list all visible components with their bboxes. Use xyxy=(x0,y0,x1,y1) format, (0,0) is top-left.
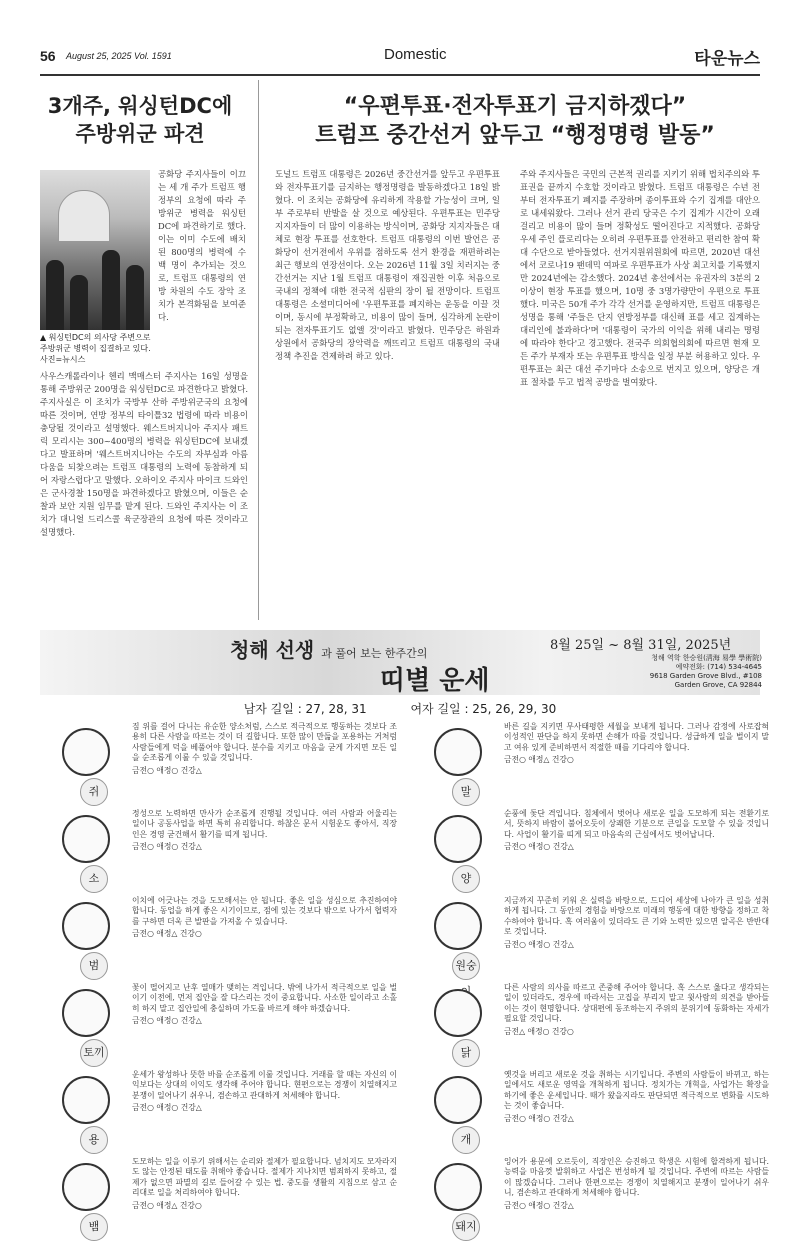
lucky-days xyxy=(40,700,760,717)
fortune-luck: 금전○ 애정○ 건강△ xyxy=(504,1113,574,1123)
fortune-banner xyxy=(40,630,760,695)
zodiac-icon xyxy=(412,1070,472,1148)
fortune-text: 정성으로 노력하면 만사가 순조롭게 진행될 것입니다. 여러 사람과 어울리는 일이나 공동사업을 하면 특히 유리합니다. 하찮은 문서 시험운도 좋아서, 직장인은 경영 굳건해서 활기를 띠게 됩니다. 금전○ 애정○ 건강△ xyxy=(132,809,397,852)
zodiac-name: 개 xyxy=(452,1126,480,1154)
page-header xyxy=(40,38,760,76)
zodiac-icon xyxy=(412,1157,477,1235)
zodiac-face-icon xyxy=(62,1163,110,1211)
left-article-col2: 사우스캐롤라이나 헨리 맥매스터 주지사는 16일 성명을 통해 주방위군 200명을 워싱턴DC로 파견한다고 밝혔다. 주지사실은 이 조치가 국방부 산하 주방위군국의 요청에 따른 것이며, 연방 정부의 타이틀32 법령에 따라 비용이 충당될 것이라고 설명했다. 웨스트버지니아 주지사 패트릭 모리시는 300~400명의 병력을 워싱턴DC에 보내겠다고 발표하며 '웨스트버지니아는 수도의 자부심과 아름다움을 되찾으려는 트럼프 대통령의 노력에 동참하게 되어 자랑스럽다'고 말했다. 오하이오 주지사 마이크 드와인은 군사경찰 150명을 파견하겠다고 밝혔으며, 이들은 순찰과 보안 지원 임무를 맡게 된다. 드와인 주지사는 이 조치가 대니얼 드리스콜 육군장관의 요청에 따른 것이라고 설명했다. xyxy=(40,371,248,537)
zodiac-face-icon xyxy=(62,1076,110,1124)
zodiac-face-icon xyxy=(62,989,110,1037)
column-divider xyxy=(258,80,259,620)
fortune-luck: 금전○ 애정○ 건강△ xyxy=(132,842,202,852)
fortune-text: 옛것을 버리고 새로운 것을 취하는 시기입니다. 주변의 사람들이 바뀌고, 하는 일에서도 새로운 영역을 개척하게 됩니다. 정치가는 개혁을, 사업가는 확장을 하기에 좋은 운세입니다. 때가 왔을지라도 판단되면 적극적으로 변화를 시도하는 것이 좋습니다. 금전○ 애정○ 건강△ xyxy=(504,1070,769,1123)
fortune-text: 바른 길을 지키면 무사태평한 세월을 보내게 됩니다. 그러나 감정에 사로잡혀 이성적인 판단을 하지 못하면 손해가 따를 것입니다. 성급하게 일을 벌이지 말고 여유 있게 준비하면서 적절한 때를 기다리야 합니다. 금전○ 애정△ 건강○ xyxy=(504,722,769,765)
fortune-luck: 금전○ 애정△ 건강○ xyxy=(504,755,574,765)
fortune-luck: 금전○ 애정○ 건강△ xyxy=(504,939,574,949)
fortune-entry xyxy=(40,1157,397,1242)
fortune-entry xyxy=(412,809,769,894)
zodiac-name: 토끼 xyxy=(80,1039,108,1067)
capitol-photo xyxy=(40,170,150,330)
fortune-text: 지금까지 꾸준히 키워 온 실력을 바탕으로, 드디어 세상에 나아가 큰 일을 성취하게 됩니다. 그 동안의 경험을 바탕으로 미래의 행동에 대한 방향을 정하고 착수하여야 합니다. 혹 여러움이 있더라도 큰 기와 노력만 있으면 알곡은 반반대로 것입니다. 금전○ 애정○ 건강△ xyxy=(504,896,769,949)
zodiac-face-icon xyxy=(62,728,110,776)
fortune-address: 청해 역학 한승원(淸海 易學 學術院) 예약전화: (714) 534-4645 9618 Garden Grove Blvd., #108 Garden Grove, CA 92844 xyxy=(649,654,762,689)
fortune-entry xyxy=(40,809,397,894)
fortune-text: 꽃이 떨어지고 난후 열매가 맺히는 격입니다. 밖에 나가서 적극적으로 일을 벌이기 이전에, 먼저 집안을 잘 다스리는 것이 중요합니다. 사소한 일이라고 소홀히 하지 말고 집안일에 충실하며 가도를 바르게 해야 하겠습니다. 금전○ 애정○ 건강△ xyxy=(132,983,397,1026)
zodiac-name: 돼지 xyxy=(452,1213,480,1241)
issue-date: August 25, 2025 Vol. 1591 xyxy=(66,51,172,61)
soldier-figure xyxy=(70,275,88,330)
fortune-entry xyxy=(412,1157,769,1242)
fortune-luck: 금전○ 애정△ 건강○ xyxy=(132,929,202,939)
male-lucky-days: 남자 길일 : 27, 28, 31 xyxy=(243,702,367,716)
fortune-text: 운세가 왕성하나 뜻한 바를 순조롭게 이룰 것입니다. 거래를 할 때는 자신의 이익보다는 상대의 이익도 생각해 주어야 합니다. 현편으로는 경쟁이 치열해지고 분쟁이 일어나기 쉬우니, 겸손하고 관대하게 처세해야 합니다. 금전○ 애정○ 건강△ xyxy=(132,1070,397,1113)
fortune-text: 순풍에 돛단 격입니다. 침체에서 벗어나 새로운 일을 도모하게 되는 전환기로서, 뜻하지 바람이 불어오듯이 상쾌한 기분으로 큰일을 도모할 수 있을 것입니다. 사업이 활기를 띠게 되고 마음속의 근심에서도 벗어납니다. 금전○ 애정○ 건강△ xyxy=(504,809,769,852)
fortune-luck: 금전△ 애정○ 건강○ xyxy=(504,1026,574,1036)
fortune-entry xyxy=(40,722,397,807)
fortune-text: 잉어가 용문에 오르듯이, 직장인은 승진하고 학생은 시험에 합격하게 됩니다. 능력을 마음껏 발휘하고 사업은 번성하게 될 것입니다. 주변에 따르는 사람들이 많겠습니다. 그러나 한편으로는 경쟁이 치열해지고 분쟁이 일어나기 쉬우니, 겸손하고 관대하게 처세해야 합니다. 금전○ 애정○ 건강△ xyxy=(504,1157,769,1210)
fortune-text: 이치에 어긋나는 것을 도모해서는 안 됩니다. 좋은 일을 성심으로 추진하여야 합니다. 동업을 하게 좋은 시기이므로, 점에 있는 것보다 밖으로 나가서 협력자를 구하면 더욱 큰 발판을 가져올 수 있습니다. 금전○ 애정△ 건강○ xyxy=(132,896,397,939)
zodiac-icon xyxy=(40,722,100,800)
soldier-figure xyxy=(46,260,64,330)
zodiac-face-icon xyxy=(434,1076,482,1124)
zodiac-name: 용 xyxy=(80,1126,108,1154)
fortune-entry xyxy=(40,983,397,1068)
zodiac-name: 뱀 xyxy=(80,1213,108,1241)
fortune-luck: 금전○ 애정○ 건강△ xyxy=(504,842,574,852)
fortune-entry xyxy=(412,896,769,981)
photo-caption: ▲ 워싱턴DC의 의사당 주변으로 주방위군 병력이 집결하고 있다. 사진=뉴시스 xyxy=(40,333,151,364)
page-number: 56 xyxy=(40,48,56,64)
zodiac-icon xyxy=(412,983,472,1061)
zodiac-name: 닭 xyxy=(452,1039,480,1067)
zodiac-icon xyxy=(412,809,472,887)
zodiac-face-icon xyxy=(434,1163,482,1211)
left-article-col1: 공화당 주지사들이 이끄는 세 개 주가 트럼프 행정부의 요청에 따라 주방위군 병력을 워싱턴DC에 파견하기로 했다. 이는 이미 수도에 배치된 800명의 병력에 수백 명이 추가되는 것으로, 트럼프 대통령의 연방 차원의 수도 장악 조치가 본격화됨을 보여준다. xyxy=(158,169,246,322)
zodiac-name: 소 xyxy=(80,865,108,893)
soldier-figure xyxy=(126,265,144,330)
fortune-entry xyxy=(40,896,397,981)
zodiac-name: 원숭 xyxy=(452,952,480,980)
fortune-entry xyxy=(412,1070,769,1155)
fortune-entry xyxy=(412,983,769,1068)
fortune-text: 도모하는 일을 이루기 위해서는 순리와 절제가 필요합니다. 넘치지도 모자라지도 않는 안정된 태도를 취해야 좋습니다. 절제가 지나치면 범죄하지 못하고, 절제가 없으면 파멸의 길로 들어갈 수 있는 법. 중도를 생활의 지침으로 삼고 순리대로 일을 처리하여야 합니다. 금전○ 애정△ 건강○ xyxy=(132,1157,397,1210)
zodiac-icon xyxy=(40,1157,100,1235)
fortune-luck: 금전○ 애정○ 건강△ xyxy=(132,765,202,775)
zodiac-face-icon xyxy=(434,989,482,1037)
fortune-luck: 금전○ 애정△ 건강○ xyxy=(132,1200,202,1210)
zodiac-icon xyxy=(40,983,105,1061)
brand-logo: 타운뉴스 xyxy=(694,49,760,69)
fortune-luck: 금전○ 애정○ 건강△ xyxy=(132,1103,202,1113)
female-lucky-days: 여자 길일 : 25, 26, 29, 30 xyxy=(410,702,557,716)
zodiac-face-icon xyxy=(434,902,482,950)
fortune-date-range: 8월 25일 ~ 8월 31일, 2025년 xyxy=(550,638,732,653)
fortune-logo: 청해 선생 과 풀어 보는 한주간의 xyxy=(230,638,428,662)
right-headline: “우편투표·전자투표기 금지하겠다” 트럼프 중간선거 앞두고 “행정명령 발동” xyxy=(315,94,715,148)
left-headline: 3개주, 워싱턴DC에 주방위군 파견 xyxy=(47,94,233,146)
capitol-dome xyxy=(58,190,110,242)
fortune-luck: 금전○ 애정○ 건강△ xyxy=(132,1016,202,1026)
section-title: Domestic xyxy=(384,46,447,63)
fortune-text: 다른 사람의 의사를 따르고 존중해 주어야 합니다. 혹 스스로 옳다고 생각되는 일이 있더라도, 경우에 따라서는 고집을 부리지 말고 윗사람의 의견을 받아들이는 것이 현명합니다. 상대편에 동조하는지 주위의 분위기에 동화하는 자세가 필요할 것입니다. 금전△ 애정○ 건강○ xyxy=(504,983,769,1036)
zodiac-face-icon xyxy=(62,902,110,950)
zodiac-icon xyxy=(40,809,100,887)
soldier-figure xyxy=(102,250,120,330)
fortune-entry xyxy=(40,1070,397,1155)
right-article-col1: 도널드 트럼프 대통령은 2026년 중간선거를 앞두고 우편투표와 전자투표기를 금지하는 행정명령을 발동하겠다고 18일 밝혔다. 이 조치는 공화당에 유리하게 작용할 가능성이 크며, 일부 주로부터 반발을 살 것으로 예상된다. 우편투표는 민주당 지지자들이 더 많이 이용하는 방식이며, 공화당 지지자들은 대체로 현장 투표를 선호한다. 트럼프 대통령의 이번 발언은 공화당이 선거전에서 우위를 점하도록 선거 환경을 재편하려는 최근 행보의 연장선이다. 오는 2026년 11월 3일 치러지는 중간선거는 지난 1월 트럼프 대통령이 재집권한 이후 처음으로 국내의 정책에 대한 전국적 심판의 장이 될 전망이다. 트럼프 대통령은 소셜미디어에 '우편투표를 폐지하는 운동을 이끌 것이며, 동시에 부정확하고, 비용이 많이 들며, 심각하게 논란이 되는 전자투표기도 없앨 것'이라고 밝혔다. 민주당은 하원과 상원에서 공화당의 장악력을 깨뜨리고 트럼프 대통령의 국내 정책 추진을 견제하려 하고 있다. xyxy=(275,169,500,361)
fortune-title: 띠별 운세 xyxy=(380,666,490,696)
zodiac-face-icon xyxy=(62,815,110,863)
fortune-luck: 금전○ 애정○ 건강△ xyxy=(504,1200,574,1210)
zodiac-icon xyxy=(412,722,472,800)
zodiac-face-icon xyxy=(434,815,482,863)
zodiac-face-icon xyxy=(434,728,482,776)
zodiac-icon xyxy=(40,1070,100,1148)
zodiac-icon xyxy=(40,896,100,974)
zodiac-name: 쥐 xyxy=(80,778,108,806)
zodiac-name: 말 xyxy=(452,778,480,806)
zodiac-name: 양 xyxy=(452,865,480,893)
right-article-col2: 주와 주지사들은 국민의 근본적 권리를 지키기 위해 법치주의와 투표권을 끝까지 수호할 것이라고 밝혔다. 트럼프 대통령은 수년 전부터 전자투표기 폐지를 주장하며 종이투표와 수기 집계를 대안으로 내세워왔다. 그러나 선거 관리 당국은 수기 집계가 시간이 오래 걸리고 비용이 많이 들며 정확성도 떨어진다고 지적했다. 공화당 우세 주인 플로리다는 오히려 우편투표를 안전하고 편리한 참여 확대 수단으로 받아들였다. 선거지원위원회에 따르면, 2020년 대선에서 코로나19 팬데믹 여파로 우편투표가 사상 최고치를 기록했지만 2024년에는 감소했다. 2024년 총선에서는 유권자의 3분의 2 이상이 현장 투표를 했으며, 10명 중 3명가량만이 우편으로 투표했다. 미국은 50개 주가 각각 선거를 운영하지만, 트럼프 대통령은 성명을 통해 '주들은 단지 연방정부를 대신해 표를 세고 집계하는 대리인에 불과하다'며 '대통령이 국가의 이익을 위해 내리는 명령에 따라야 한다'고 경고했다. 전국주 의회협의회에 따르면 현재 모든 주가 부재자 또는 우편투표 방식을 일정 부분 허용하고 있다. 우편투표는 최근 대선 주기마다 소송으로 번지고 있으며, 양당은 개표 절차를 두고 법적 공방을 벌여왔다. xyxy=(520,169,760,387)
zodiac-name: 범 xyxy=(80,952,108,980)
fortune-text: 짐 위를 걸어 다니는 유순한 양소처럼, 스스로 적극적으로 행동하는 것보다 조용히 다른 사람을 따르는 것이 더 길합니다. 또한 많이 만듦을 포용하는 거처럼 사람들에게 덕을 베풀어야 합니다. 분수를 지키고 마음을 굳게 가지면 모든 일을 순조롭게 이룰 수 있을 것입니다. 금전○ 애정○ 건강△ xyxy=(132,722,397,775)
fortune-entry xyxy=(412,722,769,807)
zodiac-icon xyxy=(412,896,477,974)
